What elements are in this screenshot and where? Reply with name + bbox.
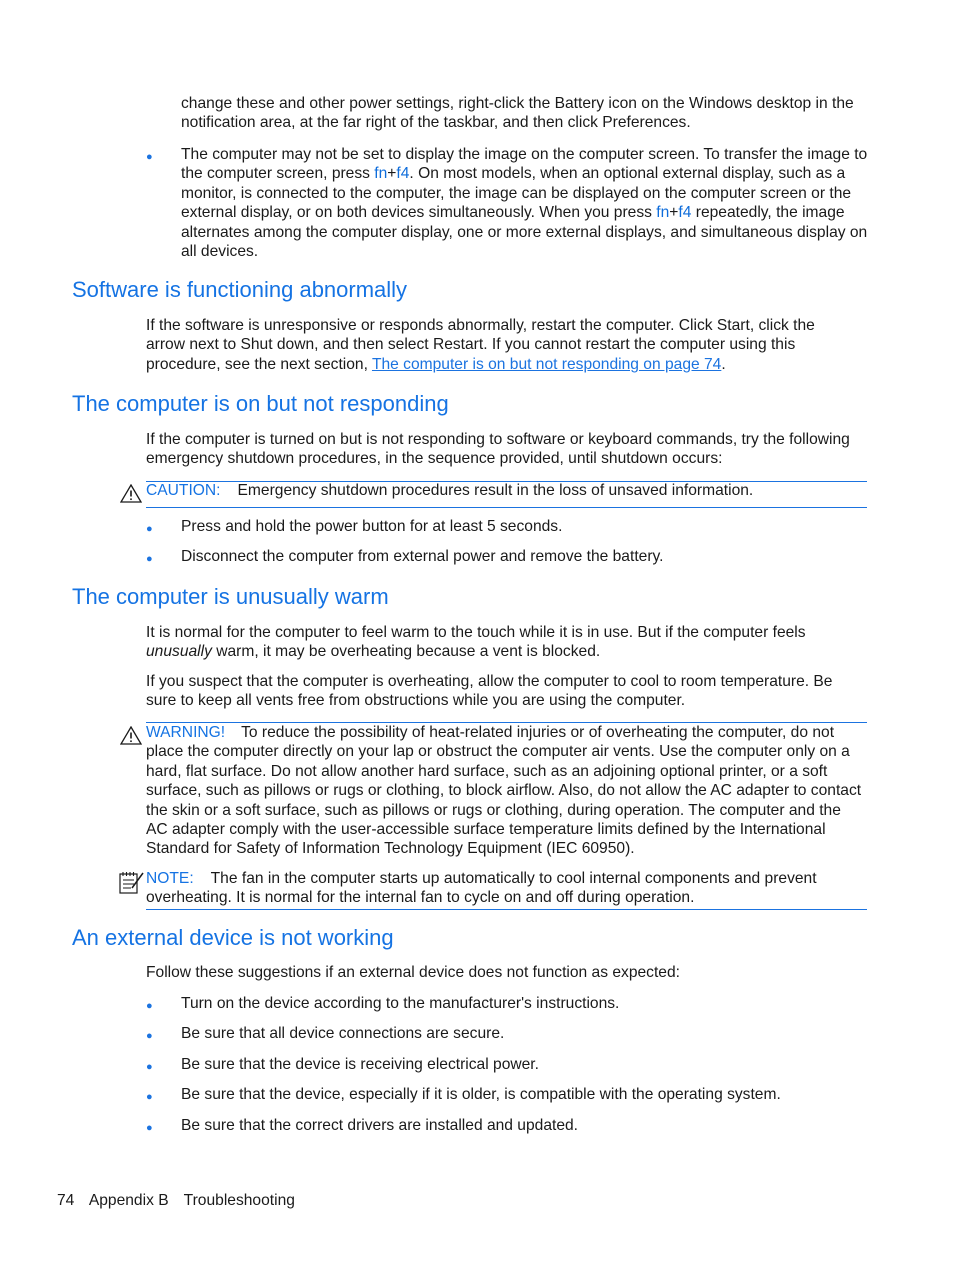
- plus-sign: +: [387, 165, 397, 183]
- caution-text: Emergency shutdown procedures result in the loss of unsaved information.: [237, 482, 754, 499]
- intro-text: .: [686, 114, 691, 132]
- external-intro-text: Follow these suggestions if an external device does not function as expected:: [146, 964, 680, 981]
- bullet-dot-icon: ●: [146, 151, 153, 163]
- caution-label: CAUTION:: [146, 482, 221, 499]
- display-text: repeatedly, the image alternates among the computer display, one or more external displays, and simultaneous display on all devices.: [181, 204, 868, 261]
- caution-notice: [146, 481, 867, 500]
- warning-notice: [146, 723, 864, 859]
- note-text: The fan in the computer starts up automatically to cool internal components and prevent overheating. It is normal for the internal fan to cycle on and off during operation.: [146, 870, 817, 907]
- shutdown-term: Shut down: [240, 336, 315, 354]
- display-bullet-text: [181, 145, 871, 261]
- display-text: The computer may not be set to display the image on the computer screen. To transfer the image to the computer screen, press: [181, 146, 868, 183]
- list-item: Disconnect the computer from external power and remove the battery.: [181, 548, 664, 565]
- bullet-dot-icon: ●: [146, 553, 153, 565]
- warm-text: If you suspect that the computer is overheating, allow the computer to cool to room temperature. Be sure to keep all vents free from obstructions while you are using the computer.: [146, 673, 833, 710]
- plus-sign: +: [669, 204, 679, 222]
- battery-term: Battery: [554, 95, 605, 112]
- fn-key: fn: [656, 204, 670, 222]
- intro-text: icon on the Windows desktop in the notification area, at the far right of the taskbar, and then click: [181, 95, 854, 132]
- intro-paragraph: [181, 94, 871, 133]
- display-text: . On most models, when an optional external display, such as a monitor, is connected to the computer, the image can be displayed on the computer screen or the external display, or on both devices simultaneously. When you press: [181, 165, 852, 222]
- warm-text: It is normal for the computer to feel warm to the touch while it is in use. But if the computer feels: [146, 624, 806, 641]
- f4-key: f4: [678, 204, 692, 222]
- software-text: , and then select: [314, 336, 433, 354]
- start-term: Start: [716, 317, 750, 334]
- bullet-dot-icon: ●: [146, 1030, 153, 1042]
- note-bottom-rule: [146, 909, 867, 910]
- warm-text: warm, it may be overheating because a vent is blocked.: [211, 643, 601, 661]
- note-pad-icon: [118, 870, 145, 895]
- restart-term: Restart: [432, 336, 484, 354]
- fn-key: fn: [374, 165, 388, 183]
- intro-text: change these and other power settings, right-click the: [181, 95, 555, 112]
- warm-paragraph-1: [146, 623, 858, 662]
- unusually-emphasis: unusually: [146, 643, 212, 661]
- appendix-label: Appendix B: [88, 1192, 169, 1209]
- bullet-dot-icon: ●: [146, 1122, 153, 1134]
- bullet-dot-icon: ●: [146, 1000, 153, 1012]
- warning-text: To reduce the possibility of heat-related injuries or of overheating the computer, do not place the computer directly on your lap or obstruct the computer air vents. Use the computer only on a hard, flat surface. Do not allow another hard surface, such as an adjoining optional printer, or a soft surface, such as pillows or rugs or clothing, to block airflow. Also, do not allow the AC adapter to contact the skin or a soft surface, such as pillows or rugs or clothing, during operation. The computer and the AC adapter comply with the user-accessible surface temperature limits defined by the International Standard for Safety of Information Technology Equipment (IEC 60950).: [146, 724, 862, 858]
- caution-bottom-rule: [146, 507, 867, 508]
- warning-triangle-icon: [120, 726, 142, 745]
- warning-label: WARNING!: [146, 724, 226, 741]
- list-item: Be sure that all device connections are secure.: [181, 1025, 505, 1042]
- note-label: NOTE:: [146, 870, 194, 887]
- external-heading: An external device is not working: [72, 925, 394, 950]
- page-footer: [57, 1191, 306, 1210]
- page-number: 74: [57, 1192, 75, 1209]
- software-heading: Software is functioning abnormally: [72, 277, 408, 302]
- not-responding-heading: The computer is on but not responding: [72, 391, 449, 416]
- software-text: . If you cannot restart the computer using this procedure, see the next section,: [146, 336, 796, 373]
- list-item: Be sure that the device is receiving electrical power.: [181, 1056, 539, 1073]
- note-notice: [146, 869, 864, 908]
- preferences-term: Preferences: [602, 114, 687, 132]
- list-item: Press and hold the power button for at least 5 seconds.: [181, 518, 563, 535]
- list-item: Be sure that the correct drivers are installed and updated.: [181, 1117, 579, 1134]
- warm-paragraph-2: [146, 672, 858, 711]
- external-intro: [146, 963, 858, 982]
- bullet-dot-icon: ●: [146, 523, 153, 535]
- chapter-title: Troubleshooting: [183, 1192, 295, 1209]
- not-responding-link[interactable]: The computer is on but not responding on page 74: [371, 355, 722, 373]
- bullet-dot-icon: ●: [146, 1091, 153, 1103]
- software-text: , click the arrow next to: [146, 317, 815, 354]
- caution-triangle-icon: [120, 484, 142, 503]
- not-responding-intro: [146, 430, 858, 469]
- list-item: Be sure that the device, especially if it is older, is compatible with the operating system.: [181, 1086, 781, 1103]
- f4-key: f4: [396, 165, 410, 183]
- bullet-dot-icon: ●: [146, 1061, 153, 1073]
- list-item: Turn on the device according to the manufacturer's instructions.: [181, 995, 620, 1012]
- software-text: If the software is unresponsive or responds abnormally, restart the computer. Click: [146, 317, 717, 334]
- software-paragraph: [146, 316, 858, 374]
- warm-heading: The computer is unusually warm: [72, 584, 389, 609]
- not-responding-intro-text: If the computer is turned on but is not responding to software or keyboard commands, try the following emergency shutdown procedures, in the sequence provided, until shutdown occurs:: [146, 431, 850, 468]
- software-text: .: [721, 355, 726, 373]
